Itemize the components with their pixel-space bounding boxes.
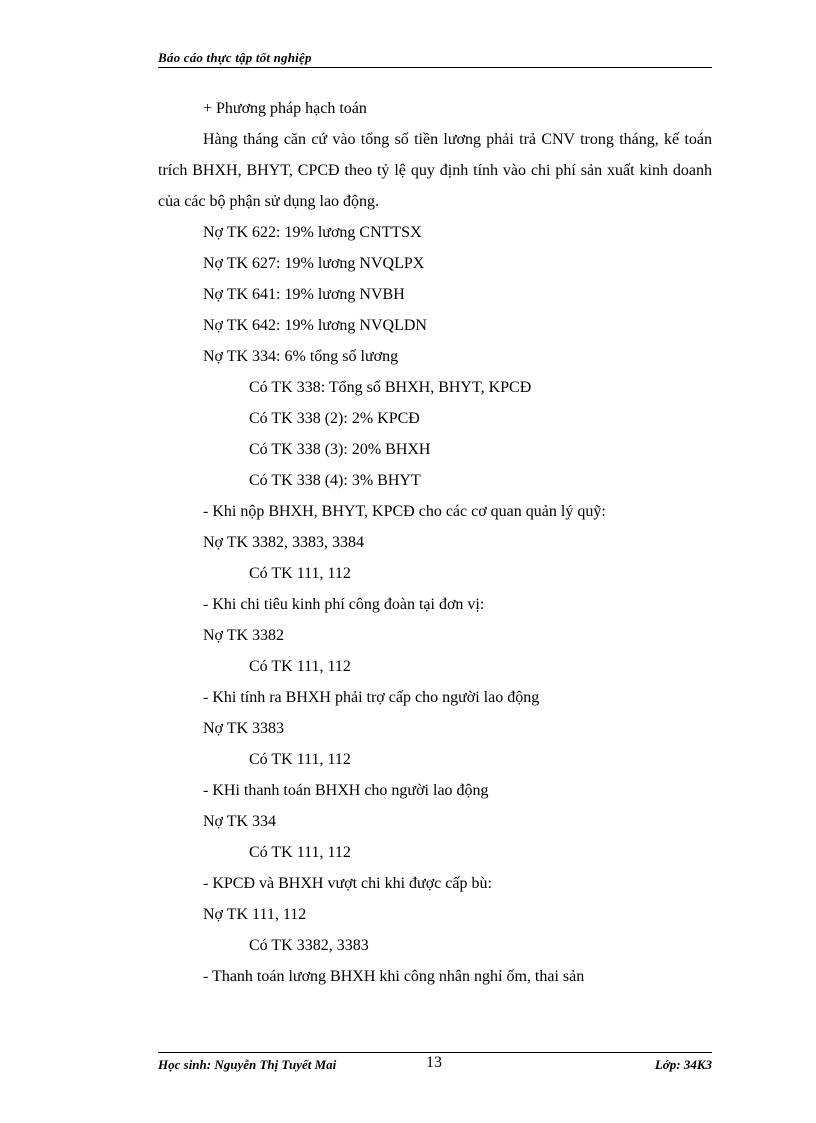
page-header [158,46,712,68]
case-title: - KHi thanh toán BHXH cho người lao động [203,782,489,799]
case-title: - Khi nộp BHXH, BHYT, KPCĐ cho các cơ quan quản lý quỹ: [203,503,606,520]
case-debit: Nợ TK 3382, 3383, 3384 [203,534,365,551]
footer-rule [158,1052,712,1053]
case-debit: Nợ TK 3382 [203,627,285,644]
page-footer [158,1052,712,1082]
debit-entry: Nợ TK 627: 19% lương NVQLPX [203,255,425,272]
case-credit: Có TK 111, 112 [249,751,351,768]
document-body [158,93,712,992]
case-debit: Nợ TK 3383 [203,720,285,737]
intro-paragraph: Hàng tháng căn cứ vào tổng số tiền lương phải trả CNV trong tháng, kế toán trích BHXH, BHYT, CPCĐ theo tỷ lệ quy định tính vào chi phí sản xuất kinh doanh của các bộ phận sử dụng lao động. [158,131,712,210]
case-debit: Nợ TK 111, 112 [203,906,307,923]
footer-class: Lớp: 34K3 [654,1057,712,1072]
header-rule [158,67,712,68]
credit-entry: Có TK 338 (2): 2% KPCĐ [249,410,420,427]
credit-entry: Có TK 338 (3): 20% BHXH [249,441,431,458]
section-heading: + Phương pháp hạch toán [203,100,367,117]
debit-entry: Nợ TK 622: 19% lương CNTTSX [203,224,422,241]
case-title: - KPCĐ và BHXH vượt chi khi được cấp bù: [203,875,492,892]
case-title: - Khi chi tiêu kinh phí công đoàn tại đơn vị: [203,596,485,613]
debit-entry: Nợ TK 642: 19% lương NVQLDN [203,317,427,334]
debit-entry: Nợ TK 334: 6% tổng số lương [203,348,399,365]
footer-student: Học sinh: Nguyễn Thị Tuyết Mai [158,1057,337,1072]
case-credit: Có TK 3382, 3383 [249,937,369,954]
case-credit: Có TK 111, 112 [249,658,351,675]
case-debit: Nợ TK 334 [203,813,277,830]
credit-entry: Có TK 338 (4): 3% BHYT [249,472,421,489]
case-credit: Có TK 111, 112 [249,565,351,582]
page-number: 13 [426,1054,442,1071]
credit-entry: Có TK 338: Tổng số BHXH, BHYT, KPCĐ [249,379,532,396]
case-credit: Có TK 111, 112 [249,844,351,861]
debit-entry: Nợ TK 641: 19% lương NVBH [203,286,405,303]
case-title: - Khi tính ra BHXH phải trợ cấp cho người lao động [203,689,540,706]
header-title: Báo cáo thực tập tốt nghiệp [158,50,312,65]
last-line: - Thanh toán lương BHXH khi công nhân nghỉ ốm, thai sản [203,968,585,985]
